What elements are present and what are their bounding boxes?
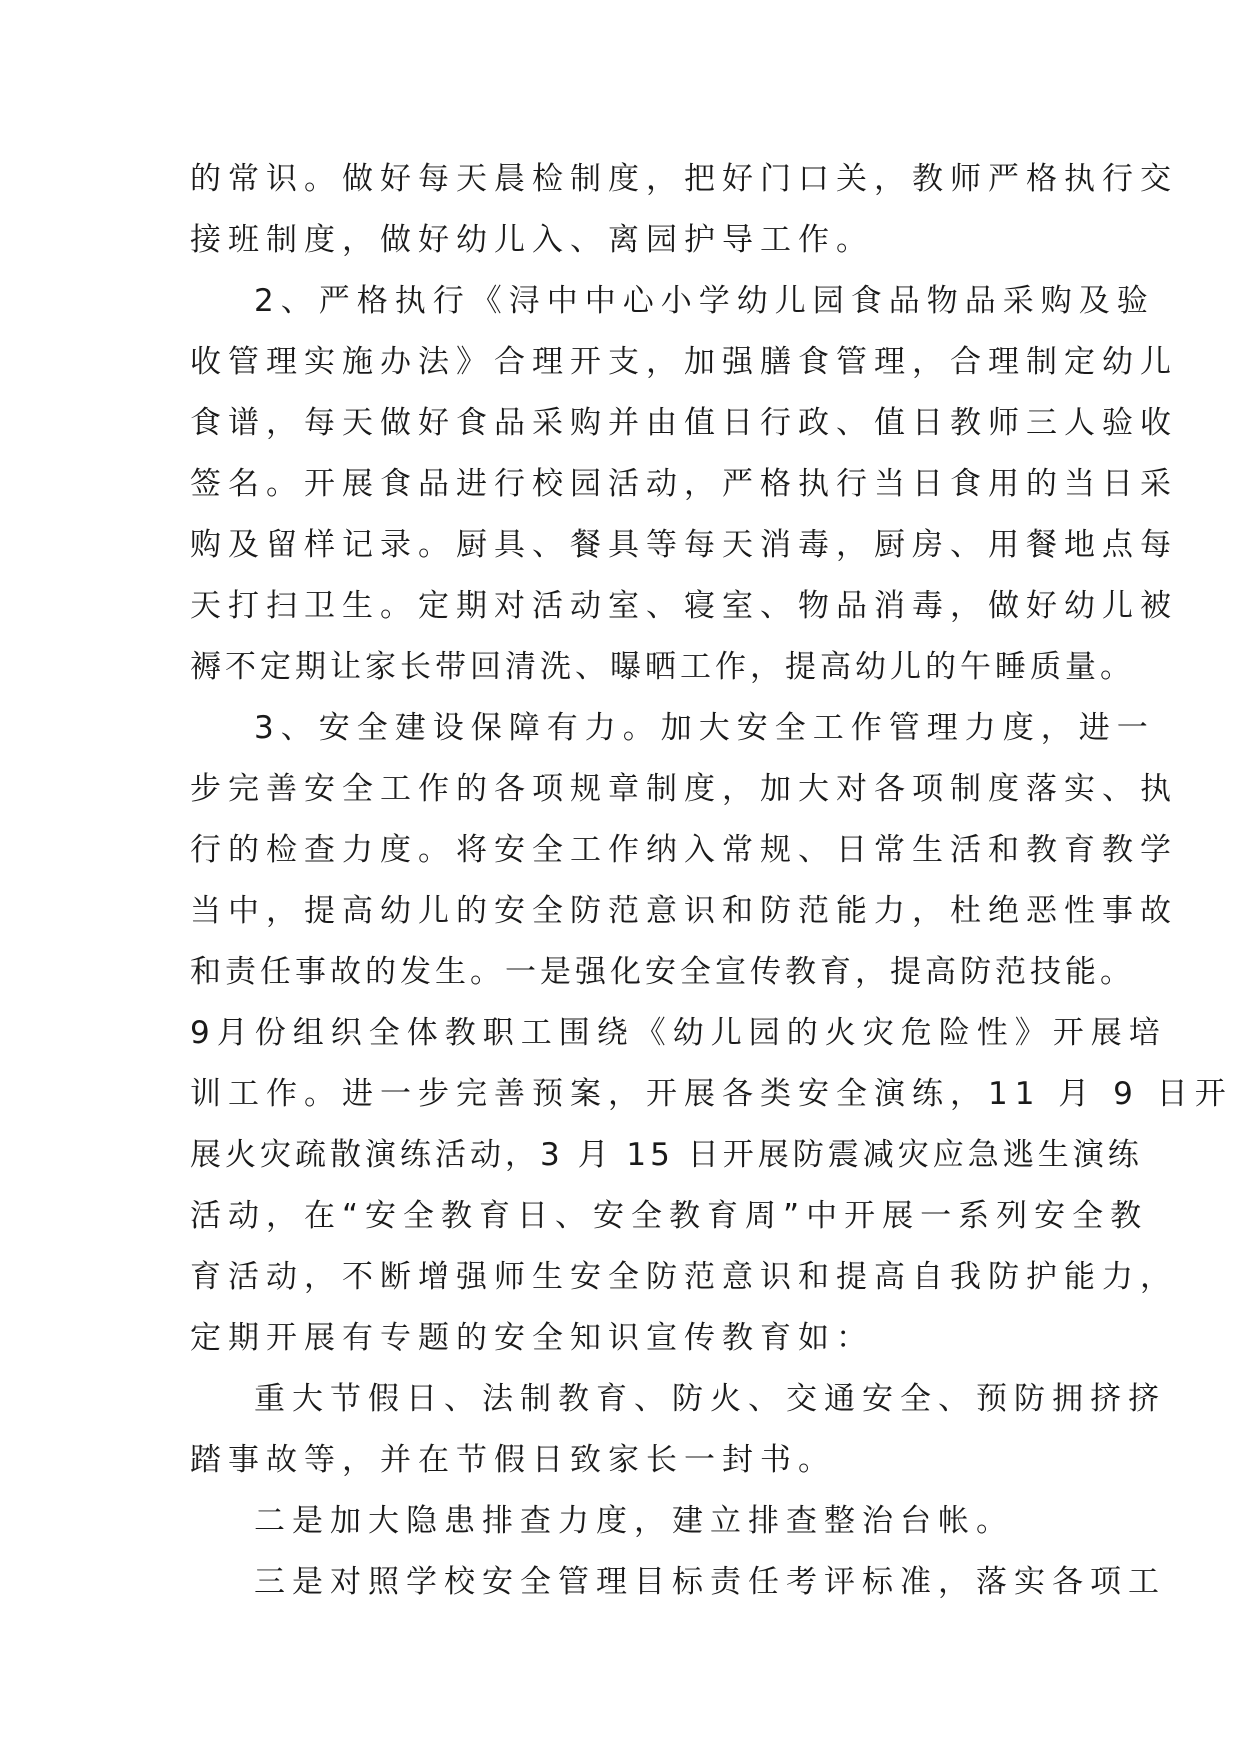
text-line: 食谱，每天做好食品采购并由值日行政、值日教师三人验收 xyxy=(190,405,1178,441)
document-body xyxy=(190,149,1233,1613)
text-line: 接班制度，做好幼儿入、离园护导工作。 xyxy=(190,222,874,258)
text-line: 踏事故等，并在节假日致家长一封书。 xyxy=(190,1442,836,1478)
paragraph-start-line: 二是加大隐患排查力度，建立排查整治台帐。 xyxy=(254,1503,1014,1539)
text-line: 签名。开展食品进行校园活动，严格执行当日食用的当日采 xyxy=(190,466,1178,502)
text-line: 育活动，不断增强师生安全防范意识和提高自我防护能力， xyxy=(190,1259,1178,1295)
paragraph-start-line: 三是对照学校安全管理目标责任考评标准，落实各项工 xyxy=(254,1564,1166,1600)
text-line: 定期开展有专题的安全知识宣传教育如： xyxy=(190,1320,874,1356)
text-line: 行的检查力度。将安全工作纳入常规、日常生活和教育教学 xyxy=(190,832,1178,868)
text-line: 训工作。进一步完善预案，开展各类安全演练，11 月 9 日开 xyxy=(190,1076,1233,1112)
text-line: 活动，在“安全教育日、安全教育周”中开展一系列安全教 xyxy=(190,1198,1149,1234)
text-line: 收管理实施办法》合理开支，加强膳食管理，合理制定幼儿 xyxy=(190,344,1178,380)
paragraph-start-line: 重大节假日、法制教育、防火、交通安全、预防拥挤挤 xyxy=(254,1381,1166,1417)
text-line: 和责任事故的发生。一是强化安全宣传教育，提高防范技能。 xyxy=(190,954,1135,990)
text-line: 天打扫卫生。定期对活动室、寝室、物品消毒，做好幼儿被 xyxy=(190,588,1178,624)
text-line: 褥不定期让家长带回清洗、曝晒工作，提高幼儿的午睡质量。 xyxy=(190,649,1135,685)
text-line: 购及留样记录。厨具、餐具等每天消毒，厨房、用餐地点每 xyxy=(190,527,1178,563)
text-line: 步完善安全工作的各项规章制度，加大对各项制度落实、执 xyxy=(190,771,1178,807)
text-line: 展火灾疏散演练活动，3 月 15 日开展防震减灾应急逃生演练 xyxy=(190,1137,1143,1173)
paragraph-start-line: 2、严格执行《浔中中心小学幼儿园食品物品采购及验 xyxy=(254,283,1155,319)
text-line: 当中，提高幼儿的安全防范意识和防范能力，杜绝恶性事故 xyxy=(190,893,1178,929)
text-line: 的常识。做好每天晨检制度，把好门口关，教师严格执行交 xyxy=(190,161,1178,197)
text-line: 9月份组织全体教职工围绕《幼儿园的火灾危险性》开展培 xyxy=(190,1015,1167,1051)
paragraph-start-line: 3、安全建设保障有力。加大安全工作管理力度，进一 xyxy=(254,710,1155,746)
